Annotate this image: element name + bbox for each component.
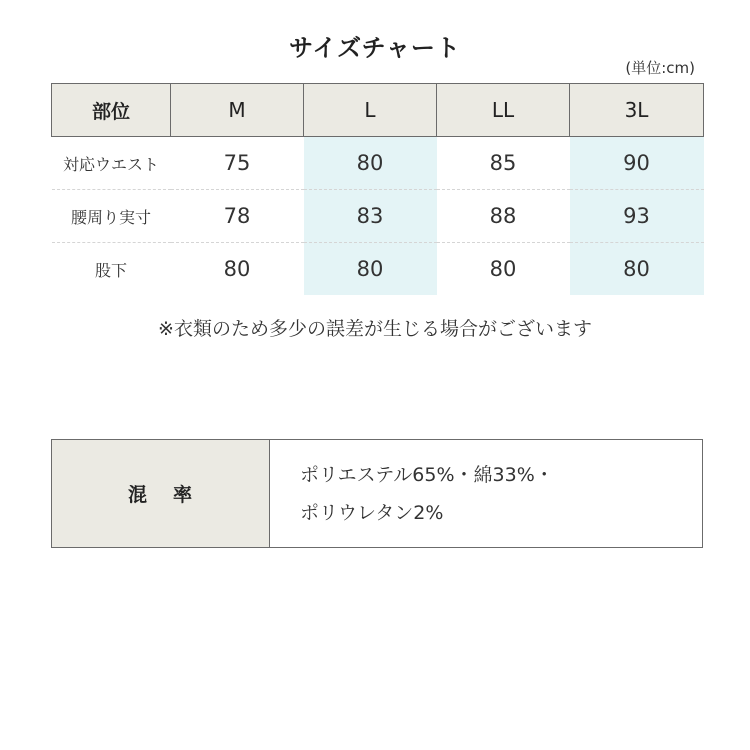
row-label: 腰周り実寸 <box>52 190 171 243</box>
page-title: サイズチャート <box>289 34 461 62</box>
table-row-waist <box>52 137 704 190</box>
row-label: 対応ウエスト <box>52 137 171 190</box>
cell-value: 80 <box>304 137 437 190</box>
cell-value: 75 <box>171 137 304 190</box>
header-size-3l: 3L <box>570 84 704 137</box>
size-table-header <box>52 84 704 137</box>
cell-value: 80 <box>570 243 704 296</box>
cell-value: 80 <box>304 243 437 296</box>
disclaimer-note: ※衣類のため多少の誤差が生じる場合がございます <box>158 318 592 340</box>
material-line: ポリエステル65%・綿33%・ <box>300 463 554 486</box>
cell-value: 80 <box>489 257 517 281</box>
unit-label: (単位:cm) <box>625 59 695 77</box>
cell-value: 78 <box>171 190 304 243</box>
size-table <box>51 83 704 295</box>
header-part: 部位 <box>52 84 171 137</box>
row-label: 股下 <box>94 260 127 280</box>
cell-value: 90 <box>570 137 704 190</box>
material-line: ポリウレタン2% <box>300 501 444 524</box>
table-row-inseam <box>52 243 704 296</box>
header-size-l: L <box>304 84 437 137</box>
header-size-ll: LL <box>437 84 570 137</box>
cell-value: 85 <box>437 137 570 190</box>
header-size-m: M <box>171 84 304 137</box>
cell-value: 80 <box>223 257 251 281</box>
cell-value: 88 <box>437 190 570 243</box>
cell-value: 93 <box>570 190 704 243</box>
cell-value: 83 <box>304 190 437 243</box>
table-row-hip <box>52 190 704 243</box>
material-composition <box>270 440 703 548</box>
material-table <box>51 439 703 548</box>
material-label: 混率 <box>52 440 270 548</box>
